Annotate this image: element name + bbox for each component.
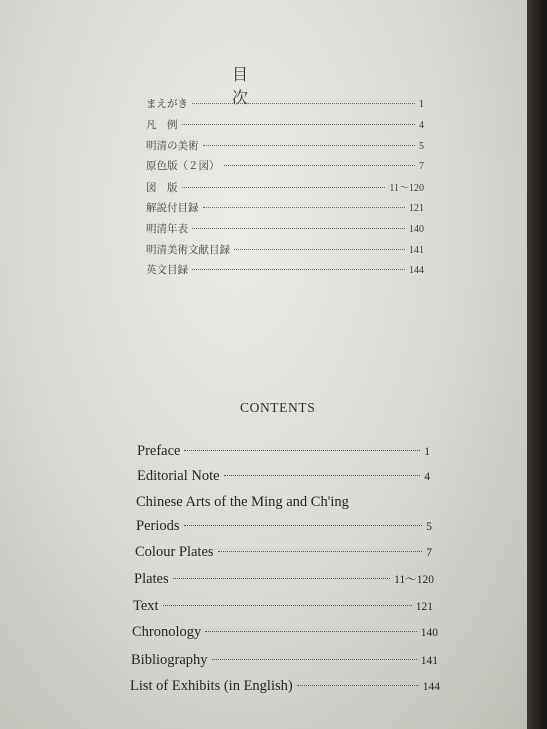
japanese-contents-heading: 目 次 (232, 67, 353, 107)
jp-toc-label: 明清の美術 (146, 140, 199, 152)
jp-toc-page: 4 (419, 119, 424, 131)
dot-leader (184, 450, 420, 451)
jp-toc-label: 原色版（２図） (146, 161, 220, 173)
en-toc-entry (131, 652, 438, 669)
en-toc-page: 121 (415, 601, 433, 613)
jp-toc-page: 5 (419, 140, 424, 152)
dot-leader (182, 124, 416, 125)
dot-leader (192, 269, 405, 270)
en-toc-entry (137, 468, 430, 485)
jp-toc-page: 121 (409, 202, 424, 214)
jp-toc-label: まえがき (146, 99, 188, 110)
en-toc-page: 5 (426, 521, 432, 533)
en-toc-entry (133, 598, 433, 615)
en-toc-label: Plates (134, 571, 169, 587)
jp-toc-page: 141 (409, 244, 424, 256)
dot-leader (205, 631, 416, 632)
japanese-toc (146, 96, 424, 283)
en-toc-page: 4 (424, 471, 430, 483)
jp-toc-label: 明清美術文献目録 (146, 244, 230, 256)
en-toc-label: Preface (137, 443, 181, 459)
en-toc-entry (130, 678, 440, 695)
en-toc-entry (134, 571, 434, 588)
en-toc-label: Chronology (132, 624, 202, 640)
jp-toc-entry (146, 262, 424, 283)
dot-leader (297, 685, 419, 686)
dot-leader (192, 228, 405, 229)
en-toc-label: Periods (136, 518, 180, 534)
jp-toc-entry (146, 138, 424, 159)
jp-toc-entry (146, 117, 424, 138)
en-toc-page: 140 (420, 627, 438, 639)
jp-toc-entry (146, 179, 424, 200)
dot-leader (163, 605, 412, 606)
en-toc-label: Bibliography (131, 652, 208, 668)
en-toc-page: 11～120 (394, 574, 434, 586)
dot-leader (173, 578, 391, 579)
jp-toc-page: 7 (419, 161, 424, 173)
en-toc-label: Text (133, 598, 159, 614)
book-spine-shadow (527, 0, 547, 729)
english-contents-heading: CONTENTS (240, 400, 316, 415)
dot-leader (192, 103, 415, 104)
en-toc-entry (136, 518, 432, 535)
en-toc-page: 141 (420, 655, 438, 667)
en-toc-label: Editorial Note (137, 468, 220, 484)
jp-toc-page: 140 (409, 223, 424, 235)
dot-leader (234, 249, 405, 250)
jp-toc-label: 英文目録 (146, 265, 188, 277)
jp-toc-label: 図 版 (146, 183, 178, 195)
jp-toc-label: 凡 例 (146, 119, 178, 131)
en-toc-label: Chinese Arts of the Ming and Ch'ing (136, 494, 349, 510)
en-toc-page: 144 (422, 681, 440, 693)
jp-toc-entry (146, 158, 424, 179)
dot-leader (224, 165, 416, 166)
jp-toc-label: 解説付目録 (146, 202, 199, 214)
en-toc-entry (132, 624, 438, 641)
en-toc-entry (137, 443, 430, 460)
dot-leader (203, 145, 416, 146)
en-toc-label: List of Exhibits (in English) (130, 678, 293, 694)
dot-leader (184, 525, 423, 526)
en-toc-page: 7 (426, 547, 432, 559)
dot-leader (224, 475, 421, 476)
dot-leader (182, 187, 386, 188)
en-toc-page: 1 (424, 446, 430, 458)
en-toc-entry (135, 544, 432, 561)
en-toc-entry (136, 494, 349, 511)
dot-leader (218, 551, 423, 552)
jp-toc-page: 144 (409, 265, 424, 277)
jp-toc-page: 1 (419, 99, 424, 110)
jp-toc-entry (146, 221, 424, 242)
jp-toc-page: 11～120 (389, 183, 424, 195)
dot-leader (212, 659, 417, 660)
jp-toc-label: 明清年表 (146, 223, 188, 235)
dot-leader (203, 207, 406, 208)
jp-toc-entry (146, 200, 424, 221)
jp-toc-entry (146, 96, 424, 117)
jp-toc-entry (146, 242, 424, 263)
en-toc-label: Colour Plates (135, 544, 214, 560)
